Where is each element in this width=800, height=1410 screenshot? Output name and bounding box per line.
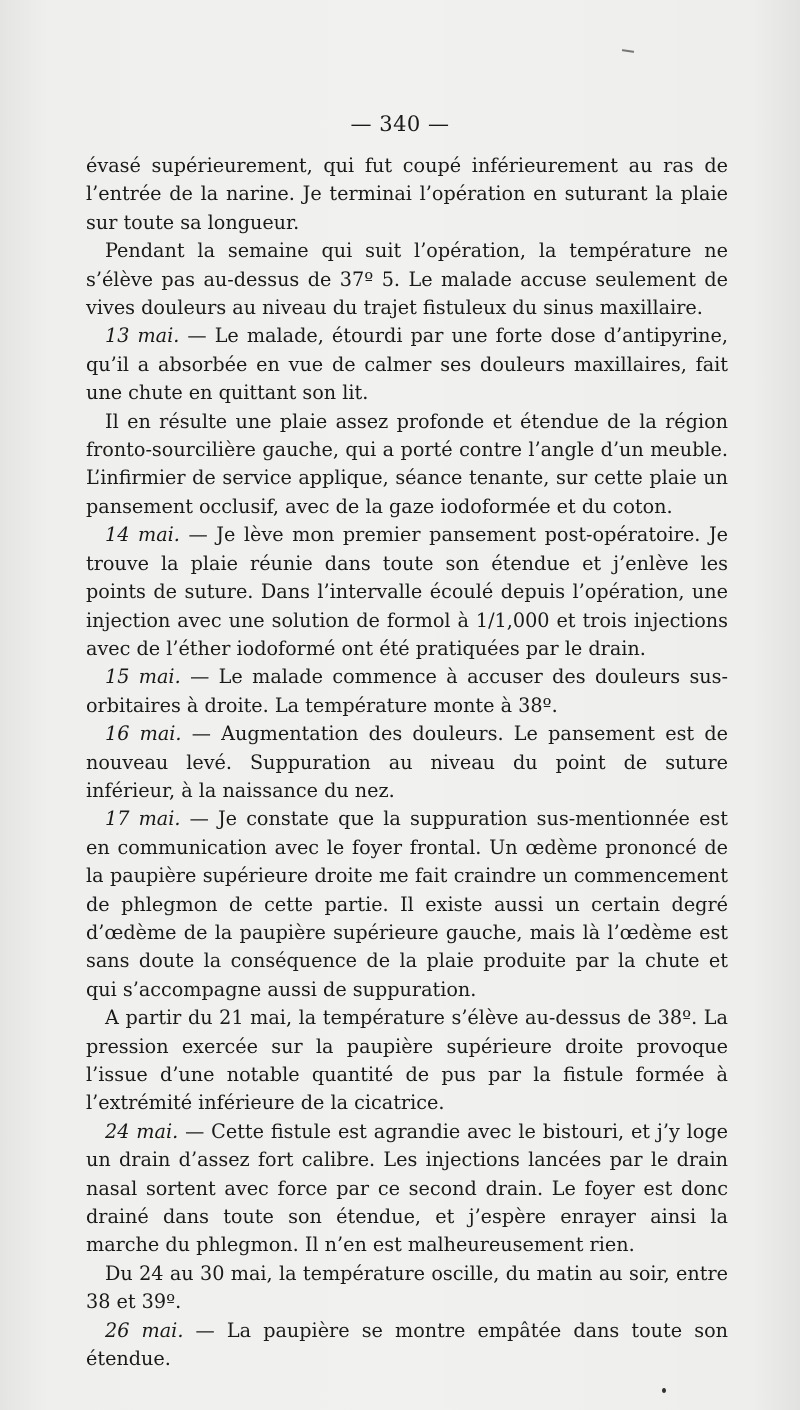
paragraph-text: — La paupière se montre empâtée dans toute son étendue. bbox=[86, 1318, 728, 1371]
paragraph bbox=[86, 237, 728, 322]
paragraph-text: A partir du 21 mai, la température s’élève au-dessus de 38º. La pression exercée sur la paupière supérieure droite provoque l’issue d’une notable quantité de pus par la fistule formée à l’extrémité inférieure de la cicatrice. bbox=[86, 1006, 728, 1115]
paragraph bbox=[86, 805, 728, 1004]
date-label: 15 mai. bbox=[105, 665, 181, 689]
paragraph bbox=[86, 1317, 728, 1374]
paragraph-text: — Cette fistule est agrandie avec le bistouri, et j’y loge un drain d’assez fort calibre. Les injections lancées par le drain nasal sortent avec force par ce second drain. Le foyer est donc drainé dans toute son étendue, et j’espère enrayer ainsi la marche du phlegmon. Il n’en est malheureusement rien. bbox=[86, 1119, 729, 1257]
date-label: 17 mai. bbox=[105, 807, 181, 831]
paragraph-text: — Je constate que la suppuration sus-mentionnée est en communication avec le foyer frontal. Un œdème prononcé de la paupière supérieure droite me fait craindre un commencement de phlegmon de cette partie. Il existe aussi un certain degré d’œdème de la paupière supérieure gauche, mais là l’œdème est sans doute la conséquence de la plaie produite par la chute et qui s’accompagne aussi de suppuration. bbox=[86, 807, 728, 1001]
paragraph bbox=[86, 1004, 728, 1118]
paragraph bbox=[86, 663, 728, 720]
paragraph-text: Il en résulte une plaie assez profonde et étendue de la région fronto-sourcilière gauche, qui a porté contre l’angle d’un meuble. L’infirmier de service applique, séance tenante, sur cette plaie un pansement occlusif, avec de la gaze iodoformée et du coton. bbox=[86, 409, 728, 518]
page-number: — 340 — bbox=[350, 112, 450, 136]
scan-mark bbox=[622, 49, 634, 53]
paragraph bbox=[86, 720, 728, 805]
body-text bbox=[86, 152, 728, 1373]
paragraph bbox=[86, 152, 728, 237]
paragraph-text: — Le malade, étourdi par une forte dose d’antipyrine, qu’il a absorbée en vue de calmer ses douleurs maxillaires, fait une chute en quittant son lit. bbox=[86, 324, 728, 405]
date-label: 26 mai. bbox=[105, 1318, 184, 1342]
paragraph bbox=[86, 322, 728, 407]
paragraph bbox=[86, 408, 728, 522]
date-label: 13 mai. bbox=[105, 324, 180, 348]
paragraph-text: Pendant la semaine qui suit l’opération, la température ne s’élève pas au-dessus de 37º 5. Le malade accuse seulement de vives douleurs au niveau du trajet fistuleux du sinus maxillaire. bbox=[86, 239, 728, 320]
paragraph-text: — Je lève mon premier pansement post-opératoire. Je trouve la plaie réunie dans toute son étendue et j’enlève les points de suture. Dans l’intervalle écoulé depuis l’opération, une injection avec une solution de formol à 1/1,000 et trois injections avec de l’éther iodoformé ont été pratiquées par le drain. bbox=[86, 523, 728, 660]
paragraph bbox=[86, 521, 728, 663]
paragraph bbox=[86, 1118, 728, 1260]
paragraph-text: — Le malade commence à accuser des douleurs sus-orbitaires à droite. La température monte à 38º. bbox=[86, 665, 728, 717]
date-label: 16 mai. bbox=[105, 722, 182, 746]
paragraph-text: — Augmentation des douleurs. Le pansement est de nouveau levé. Suppuration au niveau du point de suture inférieur, à la naissance du nez. bbox=[86, 722, 728, 802]
date-label: 14 mai. bbox=[105, 523, 180, 547]
paragraph bbox=[86, 1260, 728, 1317]
date-label: 24 mai. bbox=[105, 1119, 179, 1143]
paragraph-text: évasé supérieurement, qui fut coupé inférieurement au ras de l’entrée de la narine. Je terminai l’opération en suturant la plaie sur toute sa longueur. bbox=[86, 154, 728, 234]
scan-dot bbox=[662, 1388, 666, 1393]
paragraph-text: Du 24 au 30 mai, la température oscille, du matin au soir, entre 38 et 39º. bbox=[86, 1261, 728, 1314]
